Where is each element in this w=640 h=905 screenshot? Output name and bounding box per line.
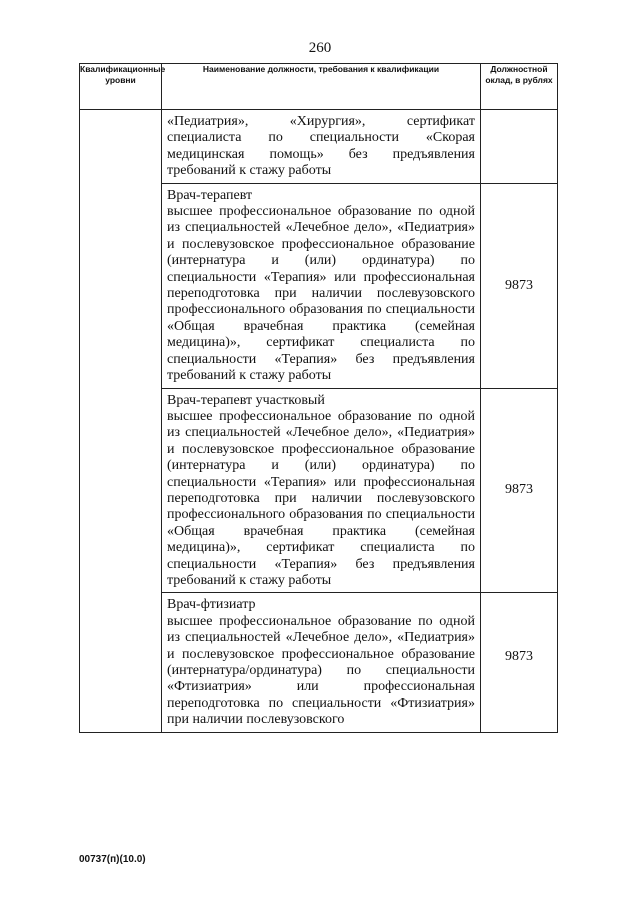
- qualification-level-cell: [80, 110, 162, 733]
- continuation-text: «Педиатрия», «Хирургия», сертификат специалиста по специальности «Скорая медицинская помощь» без предъявления требований к стажу работы: [167, 114, 475, 179]
- header-salary: Должностной оклад, в рублях: [481, 64, 558, 110]
- salary-value: 9873: [481, 183, 558, 388]
- position-requirements: высшее профессиональное образование по одной из специальностей «Лечебное дело», «Педиатрия» и послевузовское профессиональное образование (интернатура и (или) ординатура) по специальности «Терапия» или профессиональная переподготовка при наличии послевузовского профессионального образования по специальности «Общая врачебная практика (семейная медицина)», сертификат специалиста по специальности «Терапия» без предъявления требований к стажу работы: [167, 408, 475, 588]
- position-cell: [162, 593, 481, 732]
- position-requirements: высшее профессиональное образование по одной из специальностей «Лечебное дело», «Педиатрия» и послевузовское профессиональное образование (интернатура и (или) ординатура) по специальности «Терапия» или профессиональная переподготовка при наличии послевузовского профессионального образования по специальности «Общая врачебная практика (семейная медицина)», сертификат специалиста по специальности «Терапия» без предъявления требований к стажу работы: [167, 204, 475, 384]
- continuation-cell: [162, 110, 481, 184]
- salary-value: 9873: [481, 388, 558, 593]
- document-footer-code: 00737(п)(10.0): [79, 854, 146, 865]
- page-number: 260: [308, 40, 332, 56]
- position-title: Врач-терапевт: [167, 187, 253, 203]
- table-row-continuation: [80, 110, 558, 184]
- continuation-salary-cell: [481, 110, 558, 184]
- header-qualification-levels: Квалификационные уровни: [80, 64, 162, 110]
- table-header-row: [80, 64, 558, 110]
- salary-value: 9873: [481, 593, 558, 732]
- header-position-requirements: Наименование должности, требования к квалификации: [162, 64, 481, 110]
- position-title: Врач-фтизиатр: [167, 597, 256, 613]
- position-cell: [162, 183, 481, 388]
- position-requirements: высшее профессиональное образование по одной из специальностей «Лечебное дело», «Педиатрия» и послевузовское профессиональное образование (интернатура/ординатура) по специальности «Фтизиатрия» или профессиональная переподготовка по специальности «Фтизиатрия» при наличии послевузовского: [167, 613, 475, 728]
- position-cell: [162, 388, 481, 593]
- qualification-table: [79, 63, 558, 733]
- position-title: Врач-терапевт участковый: [167, 392, 325, 408]
